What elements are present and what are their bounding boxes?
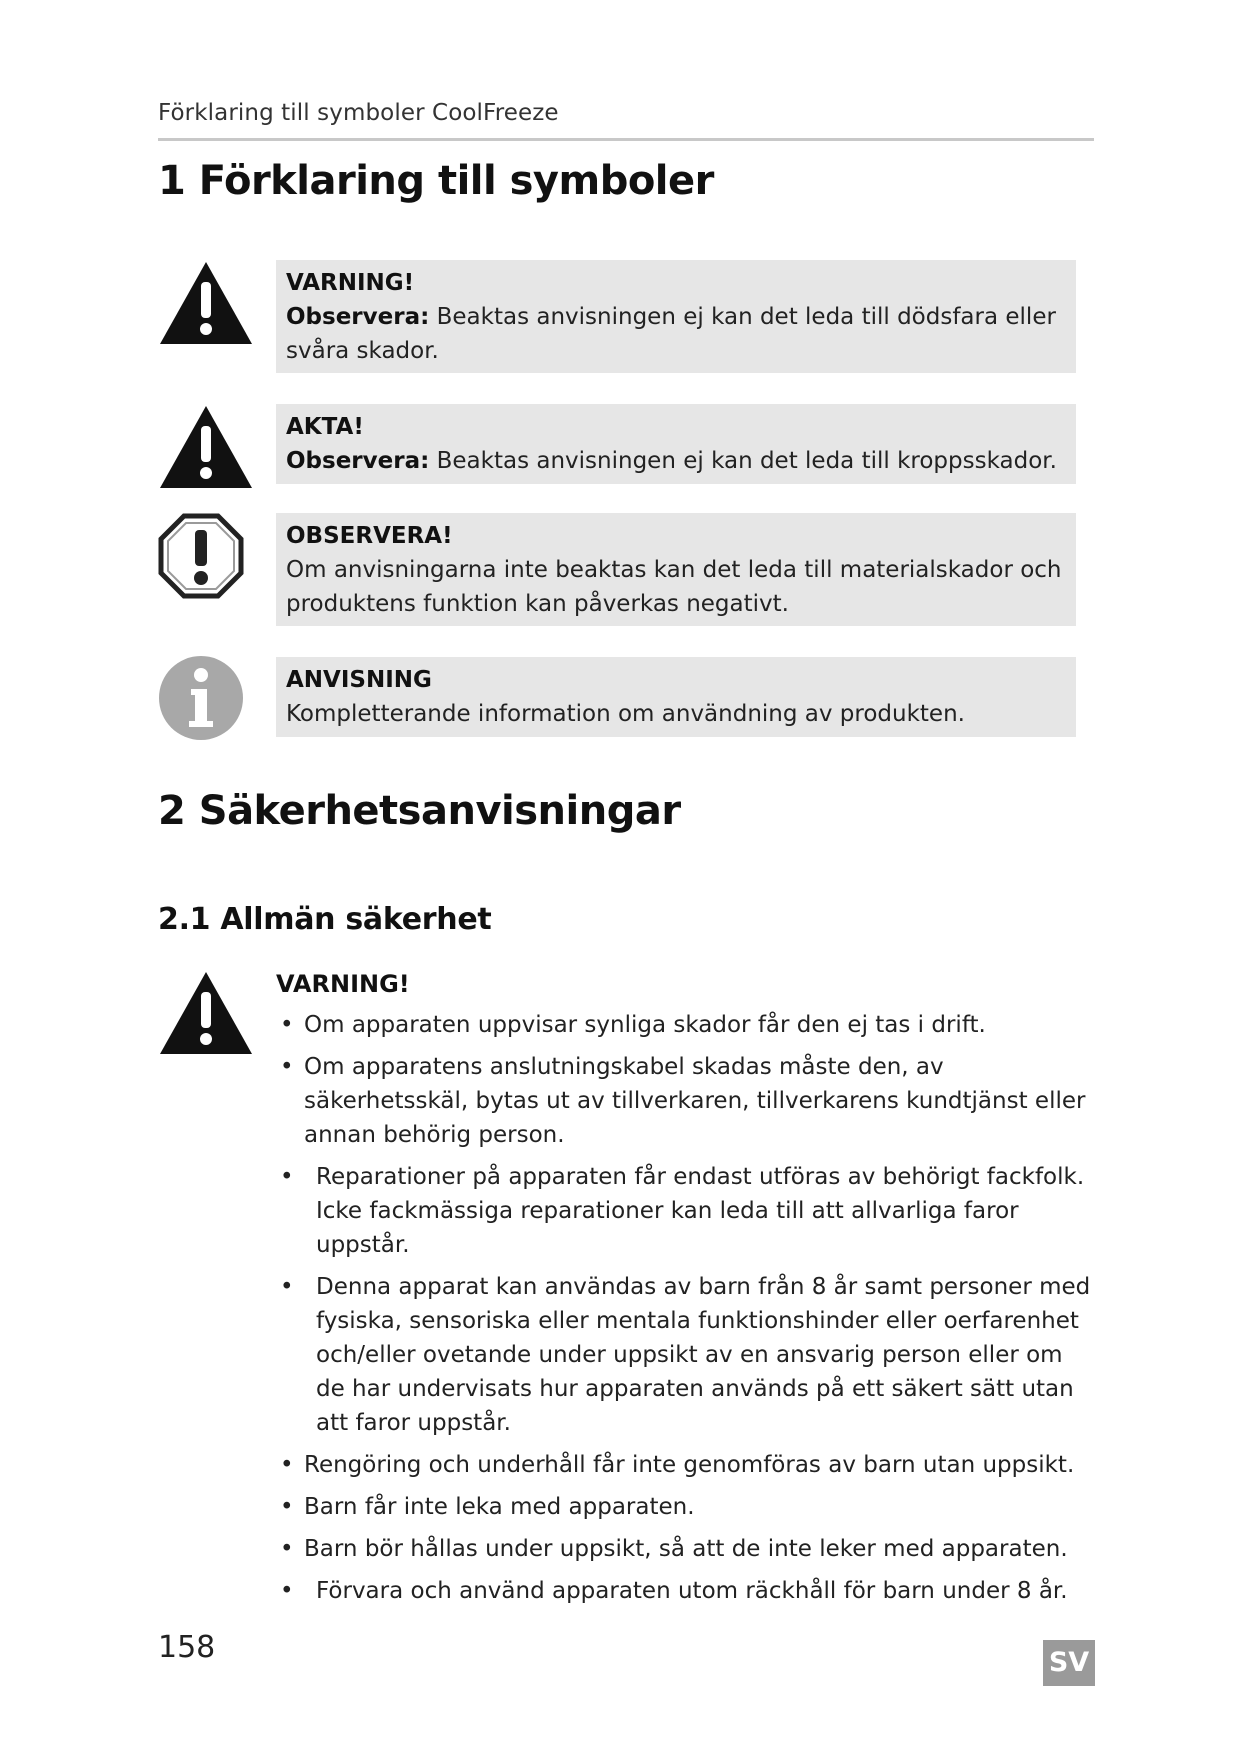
list-item-text: Om apparatens anslutningskabel skadas måste den, av säkerhetsskäl, bytas ut av tillverkaren, tillverkarens kundtjänst eller annan behörig person. xyxy=(304,1054,1086,1148)
note-heading: OBSERVERA! xyxy=(286,523,453,549)
running-header: Förklaring till symboler CoolFreeze xyxy=(158,100,559,126)
list-item xyxy=(276,1008,1096,1042)
list-item-text: Rengöring och underhåll får inte genomföras av barn utan uppsikt. xyxy=(304,1452,1075,1478)
list-item xyxy=(276,1574,1096,1608)
warning-heading: VARNING! xyxy=(276,970,410,998)
list-item-text: Förvara och använd apparaten utom räckhåll för barn under 8 år. xyxy=(316,1578,1068,1604)
bullet-icon: • xyxy=(280,1054,294,1080)
language-badge: SV xyxy=(1043,1640,1095,1686)
bullet-icon: • xyxy=(280,1494,294,1520)
page-number: 158 xyxy=(158,1630,216,1665)
note-label: Observera: xyxy=(286,448,430,474)
note-box-caution xyxy=(276,404,1076,484)
bullet-icon: • xyxy=(280,1452,294,1478)
list-item xyxy=(276,1448,1096,1482)
note-box-warning xyxy=(276,260,1076,373)
bullet-icon: • xyxy=(280,1578,294,1604)
list-item xyxy=(276,1490,1096,1524)
list-item-text: Om apparaten uppvisar synliga skador får den ej tas i drift. xyxy=(304,1012,986,1038)
note-heading: ANVISNING xyxy=(286,667,432,693)
symbol-row-caution xyxy=(158,404,1094,489)
note-text: Om anvisningarna inte beaktas kan det leda till materialskador och produktens funktion kan påverkas negativt. xyxy=(286,557,1062,617)
list-item-text: Reparationer på apparaten får endast utföras av behörigt fackfolk. Icke fackmässiga reparationer kan leda till att allvarliga faror uppstår. xyxy=(316,1164,1085,1258)
list-item xyxy=(276,1160,1096,1262)
bullet-icon: • xyxy=(280,1274,294,1300)
list-item-text: Denna apparat kan användas av barn från 8 år samt personer med fysiska, sensoriska eller mentala funktionshinder eller oerfarenhet och/eller ovetande under uppsikt av en ansvarig person eller om de har undervisats hur apparaten används på ett säkert sätt utan att faror uppstår. xyxy=(316,1274,1091,1436)
list-item-text: Barn bör hållas under uppsikt, så att de inte leker med apparaten. xyxy=(304,1536,1068,1562)
note-box-info xyxy=(276,657,1076,737)
symbol-row-info xyxy=(158,655,1094,745)
note-heading: VARNING! xyxy=(286,270,415,296)
info-circle-icon xyxy=(158,655,244,741)
symbol-row-notice xyxy=(158,513,1094,628)
note-text: Kompletterande information om användning av produkten. xyxy=(286,701,965,727)
note-text: Beaktas anvisningen ej kan det leda till kroppsskador. xyxy=(429,448,1057,474)
subsection-title-general-safety: 2.1 Allmän säkerhet xyxy=(158,902,492,937)
section-title-safety: 2 Säkerhetsanvisningar xyxy=(158,788,681,834)
warning-triangle-icon xyxy=(158,970,254,1056)
notice-octagon-icon xyxy=(158,513,244,599)
list-item xyxy=(276,1532,1096,1566)
bullet-icon: • xyxy=(280,1164,294,1190)
note-heading: AKTA! xyxy=(286,414,364,440)
bullet-icon: • xyxy=(280,1536,294,1562)
note-text: Beaktas anvisningen ej kan det leda till dödsfara eller svåra skador. xyxy=(286,304,1056,364)
list-item-text: Barn får inte leka med apparaten. xyxy=(304,1494,695,1520)
warning-triangle-icon xyxy=(158,260,254,346)
note-box-notice xyxy=(276,513,1076,626)
caution-triangle-icon xyxy=(158,404,254,490)
bullet-icon: • xyxy=(280,1012,294,1038)
header-divider xyxy=(158,138,1094,141)
list-item xyxy=(276,1270,1096,1440)
note-label: Observera: xyxy=(286,304,430,330)
list-item xyxy=(276,1050,1096,1152)
section-title-symbols: 1 Förklaring till symboler xyxy=(158,158,714,204)
symbol-row-warning xyxy=(158,260,1094,375)
safety-bullet-list xyxy=(276,1008,1096,1616)
